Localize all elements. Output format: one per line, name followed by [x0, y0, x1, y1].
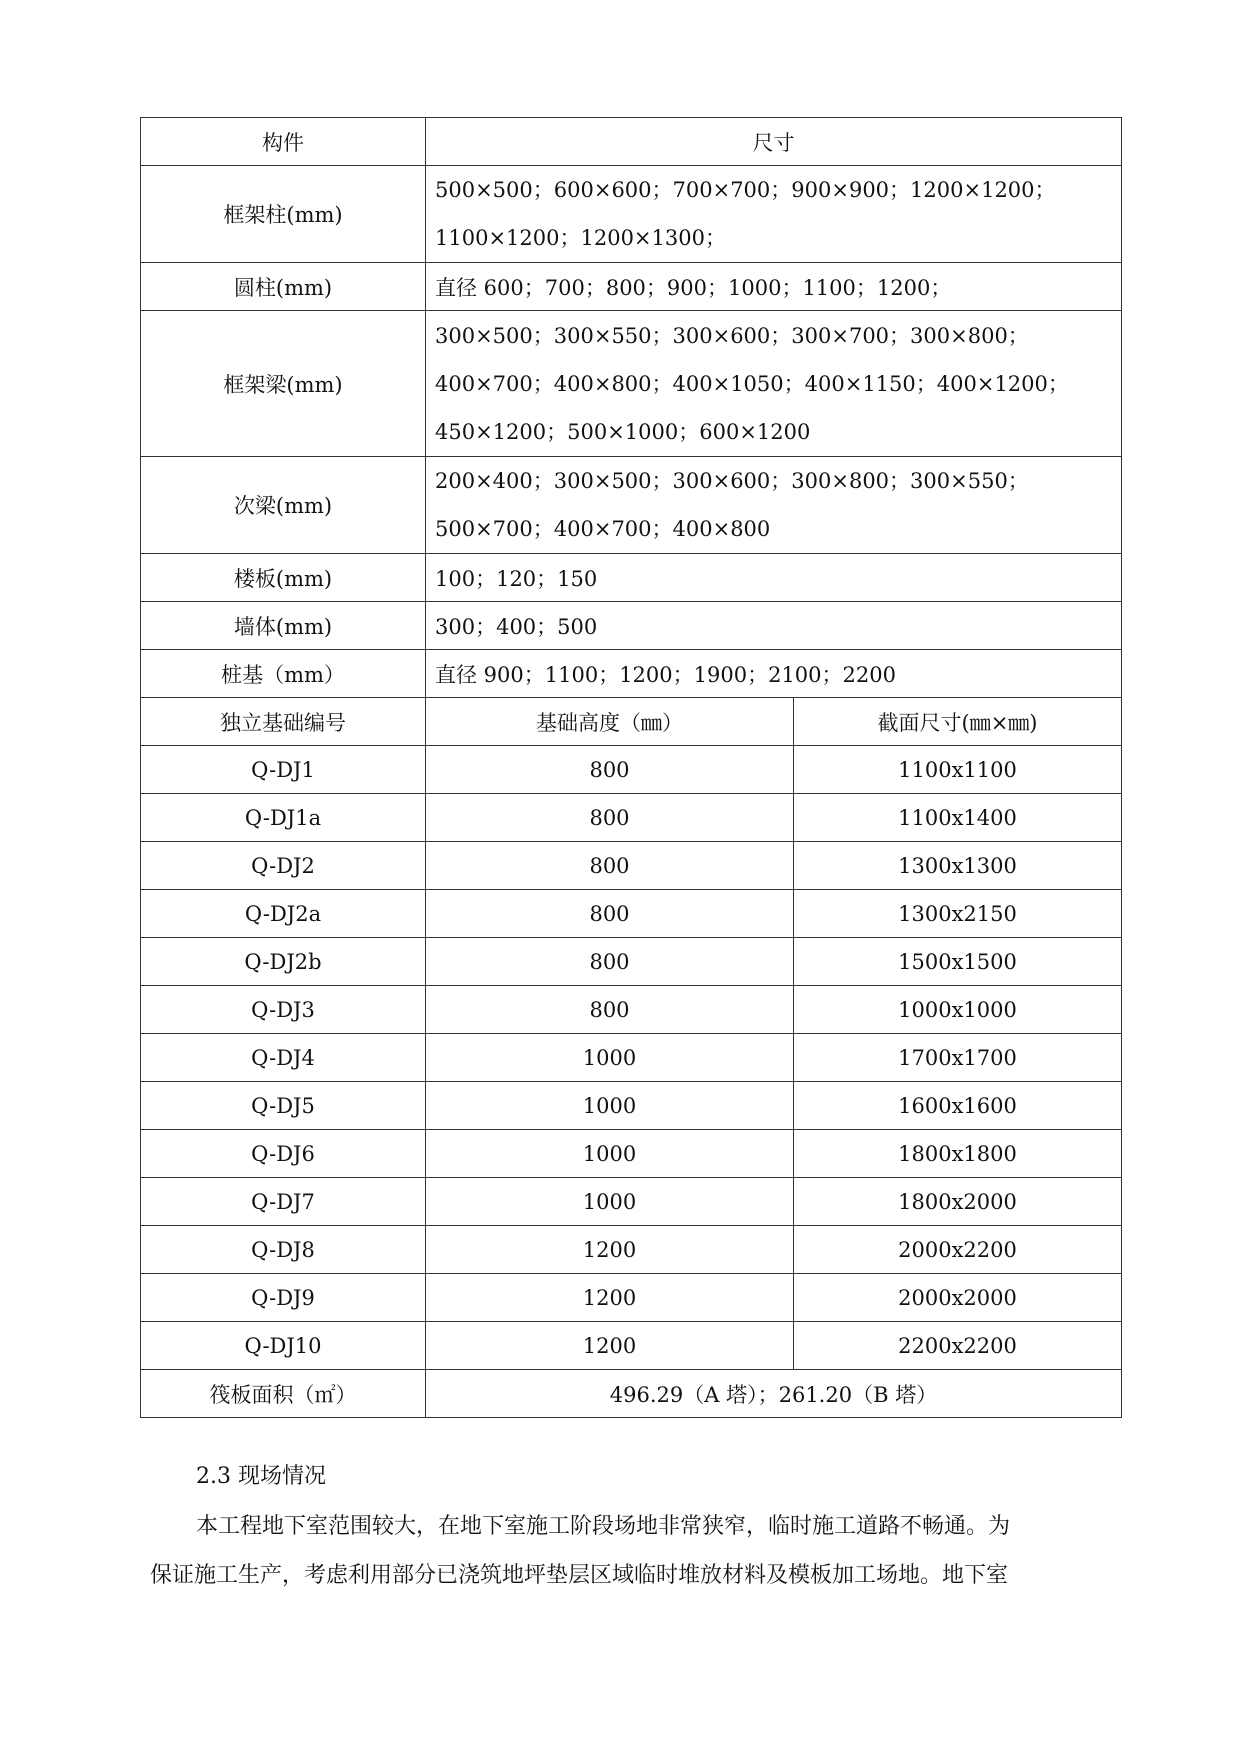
header-foundation-section: 截面尺寸(㎜×㎜) — [794, 698, 1122, 746]
foundation-code: Q-DJ2a — [141, 890, 426, 938]
foundation-row — [141, 1130, 1122, 1178]
foundation-section: 1100x1100 — [794, 746, 1122, 794]
foundation-height: 1200 — [426, 1274, 794, 1322]
component-size: 300；400；500 — [426, 602, 1122, 650]
foundation-row — [141, 938, 1122, 986]
foundation-height: 1000 — [426, 1130, 794, 1178]
foundation-row — [141, 1226, 1122, 1274]
table-header-row — [141, 118, 1122, 166]
foundation-height: 800 — [426, 938, 794, 986]
component-size: 直径 600；700；800；900；1000；1100；1200； — [426, 263, 1122, 311]
component-name: 框架梁(mm) — [141, 311, 426, 457]
header-foundation-height: 基础高度（㎜） — [426, 698, 794, 746]
table-row — [141, 263, 1122, 311]
foundation-row — [141, 1082, 1122, 1130]
foundation-height: 1000 — [426, 1178, 794, 1226]
component-size: 200×400；300×500；300×600；300×800；300×550；500×700；400×700；400×800 — [426, 457, 1122, 554]
foundation-section: 1300x1300 — [794, 842, 1122, 890]
table-row — [141, 650, 1122, 698]
foundation-row — [141, 890, 1122, 938]
foundation-header-row — [141, 698, 1122, 746]
foundation-section: 1600x1600 — [794, 1082, 1122, 1130]
foundation-code: Q-DJ2 — [141, 842, 426, 890]
foundation-code: Q-DJ1a — [141, 794, 426, 842]
foundation-code: Q-DJ3 — [141, 986, 426, 1034]
foundation-height: 1200 — [426, 1226, 794, 1274]
foundation-code: Q-DJ9 — [141, 1274, 426, 1322]
component-size: 100；120；150 — [426, 554, 1122, 602]
foundation-code: Q-DJ5 — [141, 1082, 426, 1130]
header-foundation-code: 独立基础编号 — [141, 698, 426, 746]
foundation-code: Q-DJ10 — [141, 1322, 426, 1370]
foundation-height: 800 — [426, 890, 794, 938]
foundation-height: 1200 — [426, 1322, 794, 1370]
foundation-code: Q-DJ1 — [141, 746, 426, 794]
component-name: 墙体(mm) — [141, 602, 426, 650]
raft-area-label: 筏板面积（㎡） — [141, 1370, 426, 1418]
foundation-section: 1300x2150 — [794, 890, 1122, 938]
component-size-table — [140, 117, 1122, 1418]
foundation-row — [141, 986, 1122, 1034]
foundation-code: Q-DJ2b — [141, 938, 426, 986]
foundation-row — [141, 1178, 1122, 1226]
header-size: 尺寸 — [426, 118, 1122, 166]
paragraph-line: 保证施工生产，考虑利用部分已浇筑地坪垫层区域临时堆放材料及模板加工场地。地下室 — [150, 1563, 1009, 1588]
foundation-height: 800 — [426, 842, 794, 890]
foundation-height: 800 — [426, 986, 794, 1034]
component-name: 楼板(mm) — [141, 554, 426, 602]
foundation-height: 1000 — [426, 1082, 794, 1130]
foundation-code: Q-DJ6 — [141, 1130, 426, 1178]
foundation-section: 2200x2200 — [794, 1322, 1122, 1370]
foundation-height: 800 — [426, 794, 794, 842]
foundation-section: 1100x1400 — [794, 794, 1122, 842]
foundation-code: Q-DJ8 — [141, 1226, 426, 1274]
table-row — [141, 457, 1122, 554]
foundation-row — [141, 794, 1122, 842]
component-name: 框架柱(mm) — [141, 166, 426, 263]
component-name: 圆柱(mm) — [141, 263, 426, 311]
foundation-height: 1000 — [426, 1034, 794, 1082]
table-row — [141, 166, 1122, 263]
foundation-section: 1800x2000 — [794, 1178, 1122, 1226]
foundation-section: 2000x2000 — [794, 1274, 1122, 1322]
table-row — [141, 311, 1122, 457]
header-component: 构件 — [141, 118, 426, 166]
raft-area-row — [141, 1370, 1122, 1418]
section-heading: 2.3 现场情况 — [196, 1464, 326, 1489]
foundation-row — [141, 746, 1122, 794]
foundation-section: 1000x1000 — [794, 986, 1122, 1034]
foundation-row — [141, 1274, 1122, 1322]
foundation-code: Q-DJ7 — [141, 1178, 426, 1226]
component-size: 500×500；600×600；700×700；900×900；1200×1200；1100×1200；1200×1300； — [426, 166, 1122, 263]
foundation-code: Q-DJ4 — [141, 1034, 426, 1082]
component-size: 300×500；300×550；300×600；300×700；300×800；400×700；400×800；400×1050；400×1150；400×1200；450×1200；500×1000；600×1200 — [426, 311, 1122, 457]
foundation-row — [141, 842, 1122, 890]
foundation-section: 1500x1500 — [794, 938, 1122, 986]
table-row — [141, 602, 1122, 650]
foundation-height: 800 — [426, 746, 794, 794]
foundation-section: 1700x1700 — [794, 1034, 1122, 1082]
paragraph-line: 本工程地下室范围较大，在地下室施工阶段场地非常狭窄，临时施工道路不畅通。为 — [196, 1514, 1011, 1539]
component-name: 桩基（mm） — [141, 650, 426, 698]
raft-area-value: 496.29（A 塔）；261.20（B 塔） — [426, 1370, 1122, 1418]
table-row — [141, 554, 1122, 602]
foundation-section: 2000x2200 — [794, 1226, 1122, 1274]
component-size: 直径 900；1100；1200；1900；2100；2200 — [426, 650, 1122, 698]
foundation-section: 1800x1800 — [794, 1130, 1122, 1178]
foundation-row — [141, 1034, 1122, 1082]
foundation-row — [141, 1322, 1122, 1370]
component-name: 次梁(mm) — [141, 457, 426, 554]
